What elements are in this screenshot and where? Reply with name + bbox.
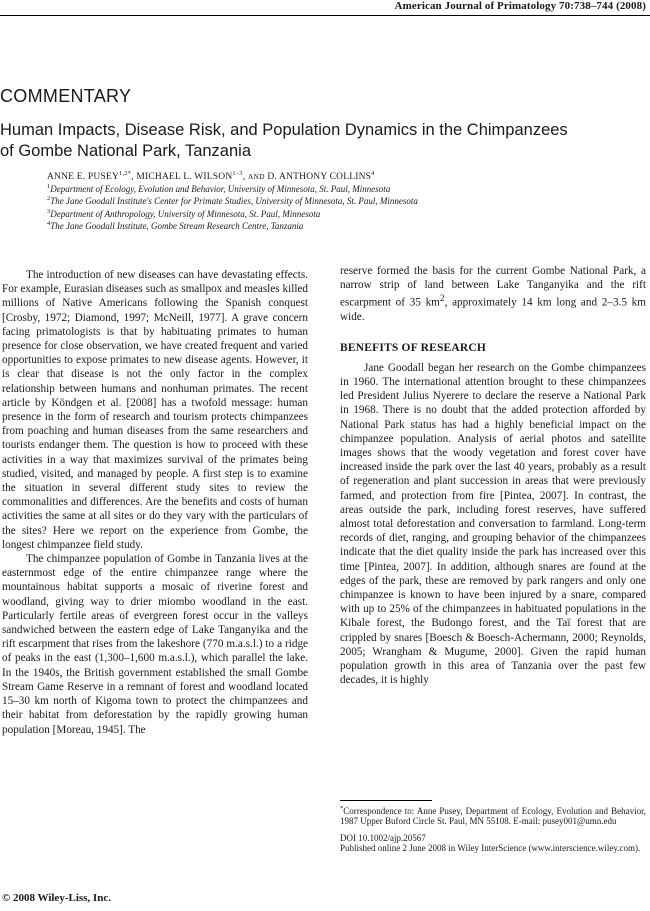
body-paragraph: Jane Goodall began her research on the Gombe chimpanzees in 1960. The international attention brought to these chimpanzees led President Julius Nyerere to declare the reserve a National Park in 1968. There is no doubt that the added protection afforded by National Park status has had a highly beneficial impact on the chimpanzee population. Analysis of aerial photos and satellite images shows that the woody vegetation and forest cover have increased inside the park over the last 40 years, probably as a result of regeneration and plant succession in areas that were previously farmed, and protection from fire [Pintea, 2007]. In contrast, the areas outside the park, including forest reserves, have suffered almost total deforestation and conversation to farmland. Long-term records of diet, ranging, and grouping behavior of the chimpanzees indicate that the diet quality inside the park has increased over this time [Pintea, 2007]. In addition, although snares are found at the edges of the park, these are removed by park rangers and only one chimpanzee is known to have been injured by a snare, compared with up to 25% of the chimpanzees in habituated populations in the Kibale forest, the Budongo forest, and the Taï forest that are crippled by snares [Boesch & Boesch-Achermann, 2000; Reynolds, 2005; Wrangham & Mugume, 2000]. Given the rapid human population growth in this area of Tanzania over the past few decades, it is highly <box>340 361 646 687</box>
affiliation: $^2$The Jane Goodall Institute's Center for Primate Studies, University of Minnesota, St. Paul, Minnesota <box>47 195 418 207</box>
doi: DOI 10.1002/ajp.20567 <box>340 832 426 843</box>
affiliation-list <box>47 182 418 231</box>
correspondence-note: *Correspondence to: Anne Pusey, Department of Ecology, Evolution and Behavior, 1987 Upper Buford Circle St. Paul, MN 55108. E-mail: pusey001@umn.edu <box>340 805 646 827</box>
footnote-rule <box>340 800 432 801</box>
body-paragraph: The chimpanzee population of Gombe in Tanzania lives at the easternmost edge of the entire chimpanzee range where the mountainous habitat supports a mosaic of riverine forest and woodland, giving way to drier miombo woodland in the east. Particularly fertile areas of evergreen forest occur in the valleys sandwiched between the eastern edge of Lake Tanganyika and the rift escarpment that rises from the lakeshore (770 m.a.s.l.) to a ridge of peaks in the east (1,300–1,600 m.a.s.l.), which parallel the lake. In the 1940s, the British government established the small Gombe Stream Game Reserve in a remnant of forest and woodland located 15–30 km north of Kigoma town to protect the chimpanzees and their habitat from deforestation by the rapidly growing human population [Moreau, 1945]. The <box>2 553 308 736</box>
author-affil-mark: 1,2* <box>119 170 132 177</box>
affiliation: $^4$The Jane Goodall Institute, Gombe Stream Research Centre, Tanzania <box>47 219 304 231</box>
copyright-notice: © 2008 Wiley-Liss, Inc. <box>2 892 111 904</box>
body-paragraph: The introduction of new diseases can have devastating effects. For example, Eurasian diseases such as smallpox and measles killed millions of Native Americans following the Spanish conquest [Crosby, 1972; Diamond, 1997; McNeill, 1977]. A grave concern facing primatologists is that by habituating primates to human presence for close observation, we have created frequent and varied opportunities to expose primates to new disease agents. However, it is clear that disease is not the only factor in the complex relationship between humans and nonhuman primates. The recent article by Köndgen et al. [2008] has a twofold message: human presence in the form of research and tourism protects chimpanzees from poaching and human diseases from the same researchers and tourists endanger them. The question is how to proceed with these activities in a way that maximizes survival of the primates being studied, visited, and managed by people. A first step is to examine the situation in several different study sites to review the commonalities and differences. Are the benefits and costs of human activities the same at all sites or do they vary with the particulars of the sites? Here we report on the experience from Gombe, the longest chimpanzee field study. <box>2 269 308 551</box>
header-rule <box>0 15 650 16</box>
author-list: ANNE E. $PUSEY^{1,2*}$, MICHAEL L. WILSON$^{1-3}$, AND D. ANTHONY COLLINS$^4$ <box>47 170 375 183</box>
body-paragraph-continued: reserve formed the basis for the current Gombe National Park, a narrow strip of land between Lake Tanganyika and the rift escarpment of 35 $km^2$, approximately 14 km long and 2–3.5 km wide. <box>340 265 646 324</box>
author-name: ANNE E. PUSEY <box>47 172 120 183</box>
right-column <box>340 264 646 687</box>
journal-header: American Journal of Primatology 70:738–744 (2008) <box>394 0 646 12</box>
author-affil-mark: 1–3 <box>232 170 243 177</box>
section-heading: BENEFITS OF RESEARCH <box>340 341 487 354</box>
title-line-2: of Gombe National Park, Tanzania <box>0 142 252 160</box>
author-conjunction: AND <box>247 172 265 182</box>
title-line-1: Human Impacts, Disease Risk, and Population Dynamics in the Chimpanzees <box>0 121 568 139</box>
footnotes <box>340 804 646 854</box>
section-label: COMMENTARY <box>0 86 132 106</box>
affiliation: $^3$Department of Anthropology, University of Minnesota, St. Paul, Minnesota <box>47 207 321 219</box>
author-name: D. ANTHONY COLLINS <box>267 172 372 183</box>
left-column <box>2 268 308 737</box>
author-affil-mark: 4 <box>371 170 375 177</box>
author-name: MICHAEL L. WILSON <box>136 172 233 183</box>
affiliation: $^1$Department of Ecology, Evolution and Behavior, University of Minnesota, St. Paul, Minnesota <box>47 183 391 194</box>
article-title <box>0 120 646 162</box>
publication-note: Published online 2 June 2008 in Wiley InterScience (www.interscience.wiley.com). <box>340 843 641 854</box>
